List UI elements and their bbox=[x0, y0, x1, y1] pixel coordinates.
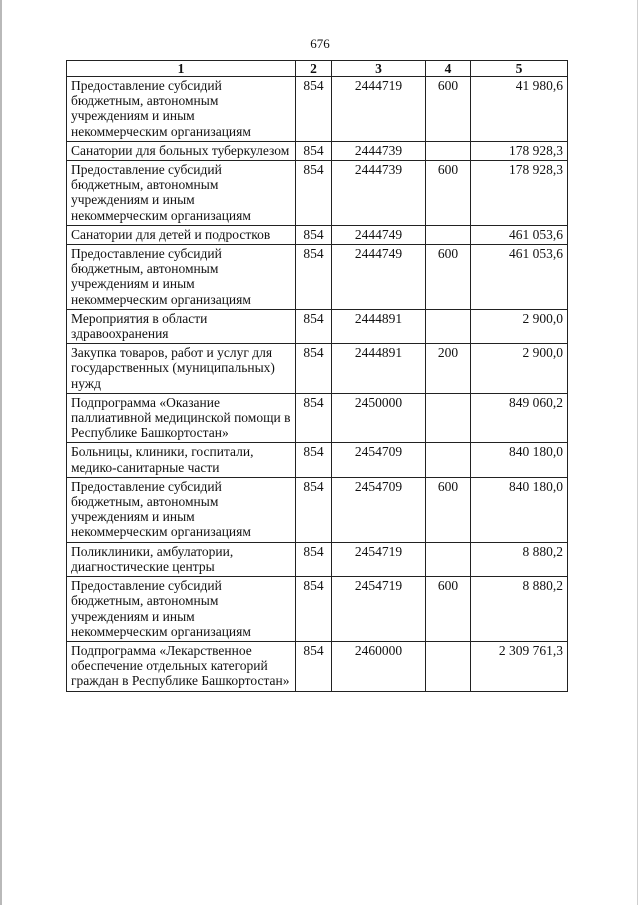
header-col-4: 4 bbox=[426, 61, 471, 77]
row-amount: 8 880,2 bbox=[471, 542, 568, 576]
header-col-3: 3 bbox=[332, 61, 426, 77]
row-col-3: 2454719 bbox=[332, 577, 426, 642]
row-amount: 178 928,3 bbox=[471, 141, 568, 160]
row-amount: 849 060,2 bbox=[471, 393, 568, 443]
table-row bbox=[67, 542, 568, 576]
table-row bbox=[67, 161, 568, 226]
row-name: Санатории для детей и подростков bbox=[67, 225, 296, 244]
table-header-row bbox=[67, 61, 568, 77]
table-row bbox=[67, 443, 568, 477]
row-amount: 178 928,3 bbox=[471, 161, 568, 226]
row-col-3: 2450000 bbox=[332, 393, 426, 443]
row-col-4: 600 bbox=[426, 477, 471, 542]
row-col-2: 854 bbox=[296, 77, 332, 142]
row-col-3: 2444749 bbox=[332, 245, 426, 310]
row-col-2: 854 bbox=[296, 577, 332, 642]
row-col-2: 854 bbox=[296, 542, 332, 576]
row-col-2: 854 bbox=[296, 141, 332, 160]
row-col-4: 200 bbox=[426, 344, 471, 394]
table-row bbox=[67, 245, 568, 310]
table-row bbox=[67, 393, 568, 443]
row-col-4 bbox=[426, 309, 471, 343]
page-number: 676 bbox=[310, 36, 330, 51]
row-amount: 8 880,2 bbox=[471, 577, 568, 642]
row-col-2: 854 bbox=[296, 393, 332, 443]
row-amount: 2 900,0 bbox=[471, 309, 568, 343]
row-col-4: 600 bbox=[426, 577, 471, 642]
row-name: Больницы, клиники, госпитали, медико-санитарные части bbox=[67, 443, 296, 477]
row-col-2: 854 bbox=[296, 225, 332, 244]
row-col-3: 2454709 bbox=[332, 477, 426, 542]
row-amount: 840 180,0 bbox=[471, 477, 568, 542]
row-col-4 bbox=[426, 542, 471, 576]
row-amount: 2 309 761,3 bbox=[471, 641, 568, 691]
row-col-2: 854 bbox=[296, 477, 332, 542]
row-name: Предоставление субсидий бюджетным, автономным учреждениям и иным некоммерческим организациям bbox=[67, 577, 296, 642]
table-row bbox=[67, 344, 568, 394]
row-name: Санатории для больных туберкулезом bbox=[67, 141, 296, 160]
row-col-3: 2444891 bbox=[332, 344, 426, 394]
row-col-3: 2460000 bbox=[332, 641, 426, 691]
row-name: Предоставление субсидий бюджетным, автономным учреждениям и иным некоммерческим организациям bbox=[67, 245, 296, 310]
row-amount: 461 053,6 bbox=[471, 225, 568, 244]
row-col-2: 854 bbox=[296, 309, 332, 343]
row-amount: 840 180,0 bbox=[471, 443, 568, 477]
row-col-3: 2444891 bbox=[332, 309, 426, 343]
budget-table bbox=[66, 60, 568, 692]
row-col-3: 2444719 bbox=[332, 77, 426, 142]
row-col-3: 2454709 bbox=[332, 443, 426, 477]
header-col-2: 2 bbox=[296, 61, 332, 77]
row-col-3: 2444739 bbox=[332, 141, 426, 160]
row-name: Закупка товаров, работ и услуг для государственных (муниципальных) нужд bbox=[67, 344, 296, 394]
header-col-5: 5 bbox=[471, 61, 568, 77]
row-col-4 bbox=[426, 443, 471, 477]
header-col-1: 1 bbox=[67, 61, 296, 77]
row-col-4: 600 bbox=[426, 245, 471, 310]
table-row bbox=[67, 141, 568, 160]
row-col-4 bbox=[426, 225, 471, 244]
row-col-2: 854 bbox=[296, 443, 332, 477]
row-col-4 bbox=[426, 141, 471, 160]
table-row bbox=[67, 641, 568, 691]
table-row bbox=[67, 577, 568, 642]
row-col-3: 2454719 bbox=[332, 542, 426, 576]
row-amount: 41 980,6 bbox=[471, 77, 568, 142]
row-name: Поликлиники, амбулатории, диагностические центры bbox=[67, 542, 296, 576]
row-name: Подпрограмма «Лекарственное обеспечение отдельных категорий граждан в Республике Башкортостан» bbox=[67, 641, 296, 691]
row-amount: 2 900,0 bbox=[471, 344, 568, 394]
row-col-2: 854 bbox=[296, 161, 332, 226]
scan-edge-right bbox=[637, 0, 638, 905]
table-row bbox=[67, 77, 568, 142]
row-col-2: 854 bbox=[296, 245, 332, 310]
row-col-4: 600 bbox=[426, 77, 471, 142]
row-name: Предоставление субсидий бюджетным, автономным учреждениям и иным некоммерческим организациям bbox=[67, 77, 296, 142]
row-name: Предоставление субсидий бюджетным, автономным учреждениям и иным некоммерческим организациям bbox=[67, 161, 296, 226]
row-col-3: 2444739 bbox=[332, 161, 426, 226]
table-row bbox=[67, 309, 568, 343]
row-col-2: 854 bbox=[296, 641, 332, 691]
row-name: Подпрограмма «Оказание паллиативной медицинской помощи в Республике Башкортостан» bbox=[67, 393, 296, 443]
row-col-2: 854 bbox=[296, 344, 332, 394]
row-name: Мероприятия в области здравоохранения bbox=[67, 309, 296, 343]
table-row bbox=[67, 225, 568, 244]
row-col-3: 2444749 bbox=[332, 225, 426, 244]
row-col-4 bbox=[426, 393, 471, 443]
row-name: Предоставление субсидий бюджетным, автономным учреждениям и иным некоммерческим организациям bbox=[67, 477, 296, 542]
table-row bbox=[67, 477, 568, 542]
row-col-4 bbox=[426, 641, 471, 691]
row-amount: 461 053,6 bbox=[471, 245, 568, 310]
scan-edge-left bbox=[0, 0, 2, 905]
row-col-4: 600 bbox=[426, 161, 471, 226]
